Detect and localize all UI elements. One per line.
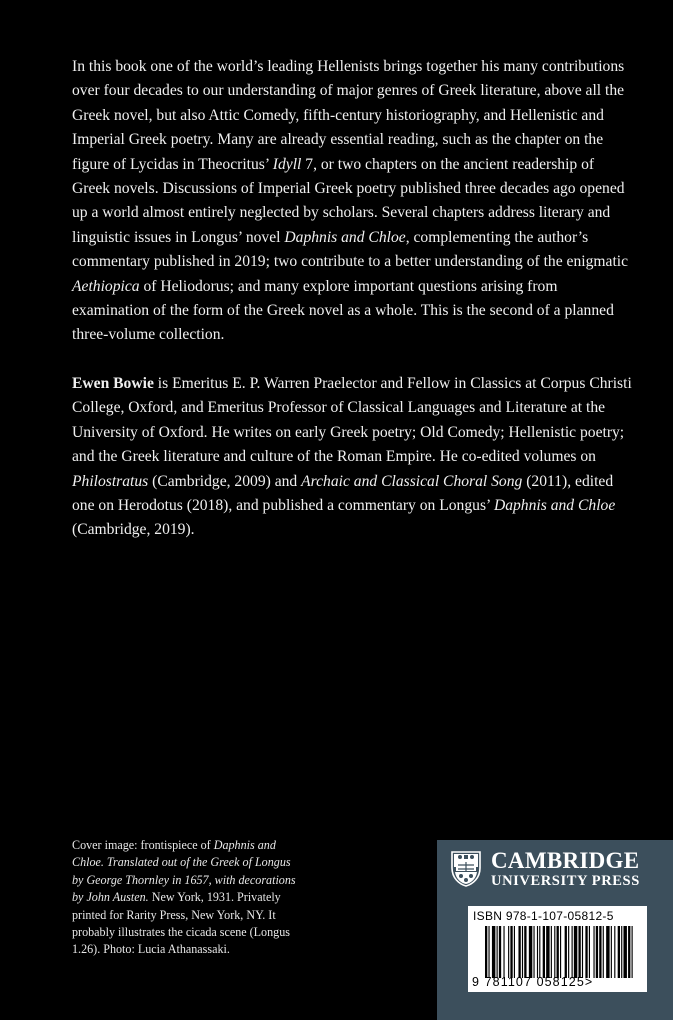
barcode-bar [623, 926, 626, 978]
cambridge-shield-icon [451, 851, 481, 887]
italic-title: Philostratus [72, 472, 149, 490]
barcode-bar [618, 926, 620, 978]
barcode-bar [537, 926, 538, 978]
barcode-bar [621, 926, 622, 978]
barcode-bar [582, 926, 583, 978]
text: , complementing the author’s commentary published in 2019; two contribute to a better understanding of the enigmatic [72, 228, 629, 271]
text: In this book one of the world’s leading Hellenists brings together his many contributions over four decades to our understanding of major genres of Greek literature, above all the Greek novel, but also Attic Comedy, fifth-century historiography, and Hellenistic and Imperial Greek poetry. Many are already essential reading, such as the chapter on the figure of Lycidas in Theocritus’ [72, 58, 625, 173]
barcode-bar [492, 926, 495, 978]
barcode-bar [557, 926, 559, 978]
publisher-logo [451, 848, 663, 891]
barcode-bar [533, 926, 534, 978]
barcode-bar [543, 926, 545, 978]
barcode-bar [497, 926, 498, 978]
barcode-bar [606, 926, 609, 978]
barcode-bar [565, 926, 567, 978]
text: 7, or two chapters on the ancient readership of Greek novels. Discussions of Imperial Greek poetry published three decades ago opened up a world almost entirely neglected by scholars. Several chapters address literary and linguistic issues in Longus’ novel [72, 155, 625, 246]
barcode-bar [560, 926, 561, 978]
barcode-bar [593, 926, 594, 978]
barcode-bar [572, 926, 573, 978]
cover-image-caption [72, 837, 304, 959]
barcode-bar [539, 926, 540, 978]
italic-title: Aethiopica [72, 277, 140, 295]
italic-title: Idyll [272, 155, 302, 173]
author-name: Ewen Bowie [72, 374, 154, 392]
barcode-number: 9 781107 058125 [472, 975, 585, 989]
text: (Cambridge, 2019). [72, 521, 195, 539]
isbn-barcode [468, 906, 647, 992]
barcode-bar [546, 926, 549, 978]
barcode-bar [589, 926, 590, 978]
barcode-bar [611, 926, 612, 978]
barcode-bar [628, 926, 630, 978]
barcode-bar [488, 926, 489, 978]
barcode-bar [503, 926, 504, 978]
barcode-bar [596, 926, 598, 978]
barcode-bar [514, 926, 515, 978]
barcode-bar [614, 926, 615, 978]
barcode-bar [574, 926, 577, 978]
text: New York, 1931. Privately printed for Rarity Press, New York, NY. It probably illustrates the cicada scene (Longus 1.26). Photo: Lucia Athanassaki. [72, 890, 290, 957]
barcode-bar [551, 926, 552, 978]
text: is Emeritus E. P. Warren Praelector and Fellow in Classics at Corpus Christi College, Oxford, and Emeritus Professor of Classical Languages and Literature at the University of Oxford. He writes on early Greek poetry; Old Comedy; Hellenistic poetry; and the Greek literature and culture of the Roman Empire. He co-edited volumes on [72, 374, 632, 466]
barcode-bar [499, 926, 501, 978]
italic-title: Daphnis and Chloe [493, 496, 616, 514]
barcode-bar [518, 926, 520, 978]
barcode-digits [472, 975, 593, 990]
isbn-label: ISBN 978-1-107-05812-5 [473, 909, 614, 923]
book-description [72, 55, 632, 348]
barcode-bar [568, 926, 569, 978]
italic-title: Daphnis and Chloe [284, 228, 406, 246]
barcode-end-mark: > [584, 975, 594, 989]
italic-title: Daphnis and Chloe. Translated out of the Greek of Longus by George Thornley in 1657, with decorations by John Austen. [72, 838, 296, 905]
publisher-name: CAMBRIDGE [491, 848, 640, 873]
barcode-bars [485, 926, 635, 978]
barcode-bar [585, 926, 587, 978]
barcode-bar [522, 926, 523, 978]
barcode-bar [485, 926, 487, 978]
author-bio [72, 372, 632, 543]
text: (Cambridge, 2009) and [148, 472, 302, 490]
barcode-bar [632, 926, 633, 978]
barcode-bar [510, 926, 512, 978]
publisher-panel [437, 840, 673, 1020]
barcode-bar [578, 926, 580, 978]
barcode-bar [508, 926, 509, 978]
text: (2011), edited one on Herodotus (2018), and published a commentary on Longus’ [72, 472, 614, 514]
back-cover-blurb [72, 55, 632, 543]
publisher-subname: UNIVERSITY PRESS [491, 873, 640, 889]
text: of Heliodorus; and many explore important questions arising from examination of the form of the Greek novel as a whole. This is the second of a planned three-volume collection. [72, 277, 614, 344]
italic-title: Archaic and Classical Choral Song [301, 472, 523, 490]
barcode-bar [554, 926, 555, 978]
barcode-bar [603, 926, 604, 978]
barcode-bar [524, 926, 526, 978]
barcode-bar [529, 926, 532, 978]
text: Cover image: frontispiece of [72, 838, 214, 852]
barcode-bar [599, 926, 601, 978]
